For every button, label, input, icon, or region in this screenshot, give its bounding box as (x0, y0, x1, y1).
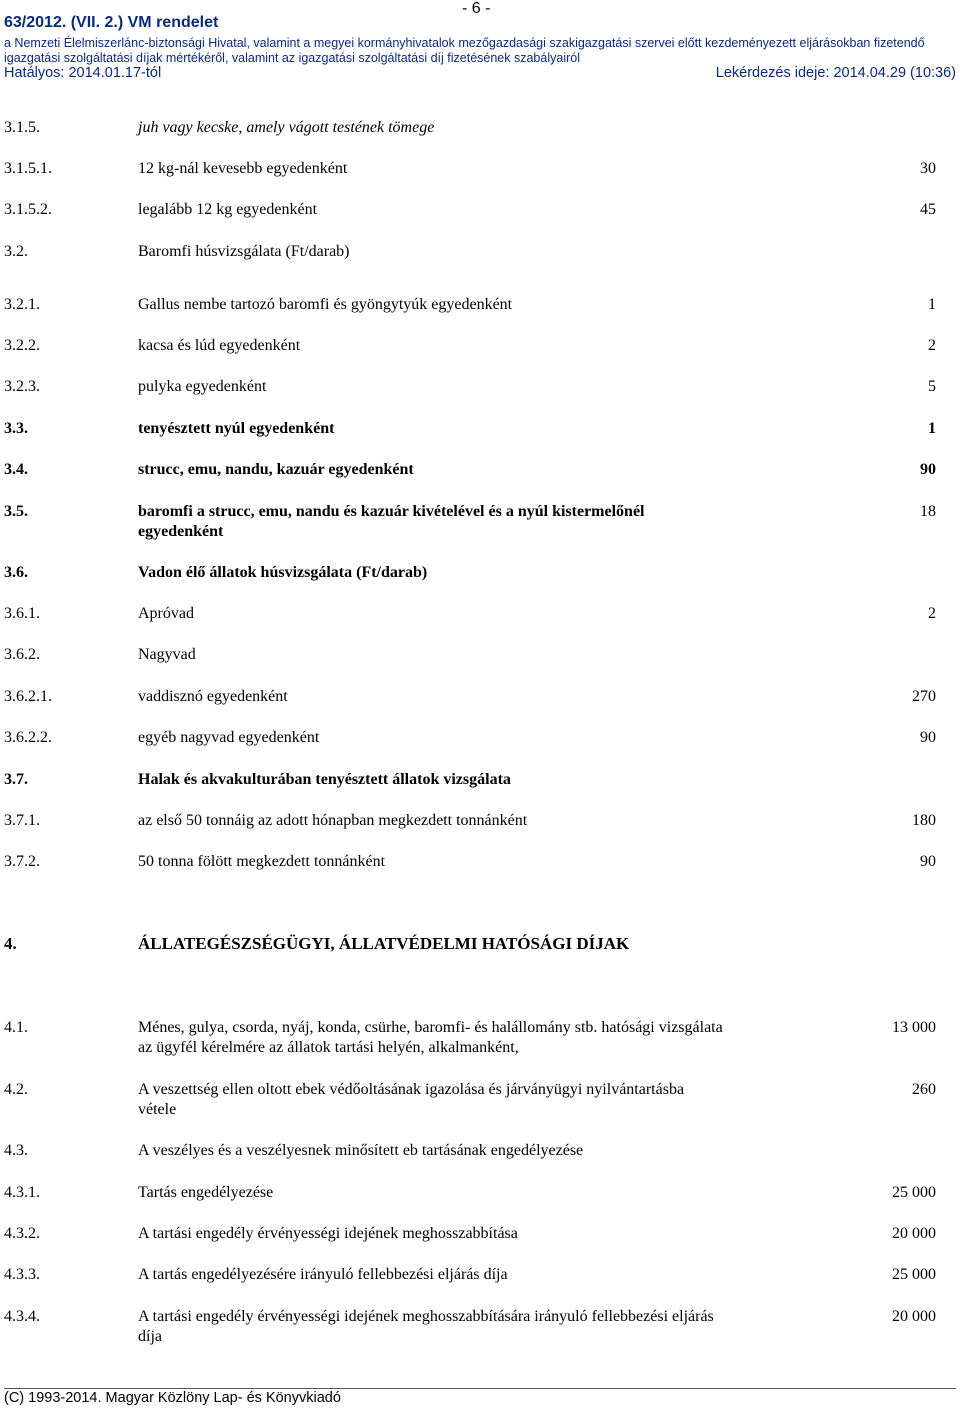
row-value: 18 (920, 503, 936, 520)
row-text: vaddisznó egyedenként (138, 688, 288, 705)
row-number: 3.6.1. (4, 605, 40, 622)
document-title: 63/2012. (VII. 2.) VM rendelet (4, 14, 219, 31)
row-number: 3.5. (4, 503, 28, 520)
row-value: 13 000 (892, 1019, 936, 1036)
row-text-line: díja (138, 1328, 162, 1345)
row-value: 180 (912, 812, 936, 829)
row-number: 3.7.2. (4, 853, 40, 870)
fee-row (0, 502, 960, 546)
row-number: 3.2.3. (4, 378, 40, 395)
fee-row (0, 1080, 960, 1124)
row-text-line: baromfi a strucc, emu, nandu és kazuár kivételével és a nyúl kistermelőnél (138, 503, 645, 520)
row-number: 3.2.1. (4, 296, 40, 313)
row-text: A veszélyes és a veszélyesnek minősített eb tartásának engedélyezése (138, 1142, 584, 1159)
footer-copyright: (C) 1993-2014. Magyar Közlöny Lap- és Könyvkiadó (4, 1390, 341, 1406)
row-value: 1 (928, 296, 936, 313)
row-value: 270 (912, 688, 936, 705)
row-text: Vadon élő állatok húsvizsgálata (Ft/darab) (138, 564, 428, 581)
row-text: 50 tonna fölött megkezdett tonnánként (138, 853, 386, 870)
row-text: A tartási engedély érvényességi idejének meghosszabbítása (138, 1225, 518, 1242)
row-number: 4.3.1. (4, 1184, 40, 1201)
row-value: 260 (912, 1081, 936, 1098)
row-number: 4.3.4. (4, 1308, 40, 1325)
row-number: 3.3. (4, 420, 28, 437)
row-text: A tartás engedélyezésére irányuló fellebbezési eljárás díja (138, 1266, 508, 1283)
row-number: 3.1.5.1. (4, 160, 52, 177)
row-text: az első 50 tonnáig az adott hónapban megkezdett tonnánként (138, 812, 528, 829)
document-subtitle-line1: a Nemzeti Élelmiszerlánc-biztonsági Hivatal, valamint a megyei kormányhivatalok mezőgazdasági szakigazgatási szervei előtt kezdeményezett eljárásokban fizetendő (4, 36, 925, 50)
row-text: legalább 12 kg egyedenként (138, 201, 318, 218)
row-text: Gallus nembe tartozó baromfi és gyöngytyúk egyedenként (138, 296, 513, 313)
row-text: Baromfi húsvizsgálata (Ft/darab) (138, 243, 350, 260)
section-number: 4. (4, 934, 17, 953)
page-number: - 6 - (462, 0, 491, 17)
row-value: 2 (928, 337, 936, 354)
row-text-line: az ügyfél kérelmére az állatok tartási helyén, alkalmanként, (138, 1039, 519, 1056)
row-number: 3.6.2.1. (4, 688, 52, 705)
row-number: 3.1.5.2. (4, 201, 52, 218)
document-subtitle-line2: igazgatási szolgáltatási díjak mértékéről, valamint az igazgatási szolgáltatási díj fizetésének szabályairól (4, 51, 580, 65)
row-value: 45 (920, 201, 936, 218)
row-value: 25 000 (892, 1184, 936, 1201)
row-value: 90 (920, 729, 936, 746)
row-text (138, 1307, 838, 1347)
row-number: 3.7. (4, 771, 28, 788)
row-number: 3.6.2.2. (4, 729, 52, 746)
row-text-line: A tartási engedély érvényességi idejének meghosszabbítására irányuló fellebbezési eljárás (138, 1308, 714, 1325)
row-text (138, 502, 798, 542)
row-number: 3.2.2. (4, 337, 40, 354)
row-number: 3.2. (4, 243, 28, 260)
row-text: juh vagy kecske, amely vágott testének tömege (138, 119, 435, 136)
row-text: Tartás engedélyezése (138, 1184, 274, 1201)
footer-divider (4, 1388, 956, 1389)
fee-row (0, 1307, 960, 1351)
row-text-line: A veszettség ellen oltott ebek védőoltásának igazolása és járványügyi nyilvántartásba (138, 1081, 685, 1098)
section-title: ÁLLATEGÉSZSÉGÜGYI, ÁLLATVÉDELMI HATÓSÁGI DÍJAK (138, 934, 630, 953)
row-text: egyéb nagyvad egyedenként (138, 729, 320, 746)
row-text (138, 1018, 838, 1058)
row-number: 3.1.5. (4, 119, 40, 136)
row-number: 4.2. (4, 1081, 28, 1098)
row-text: kacsa és lúd egyedenként (138, 337, 301, 354)
row-value: 20 000 (892, 1308, 936, 1325)
row-text-line: Ménes, gulya, csorda, nyáj, konda, csürhe, baromfi- és halállomány stb. hatósági vizsgálata (138, 1019, 723, 1036)
row-text: Nagyvad (138, 646, 196, 663)
row-number: 3.7.1. (4, 812, 40, 829)
row-number: 4.3.3. (4, 1266, 40, 1283)
row-value: 90 (920, 853, 936, 870)
row-number: 3.6. (4, 564, 28, 581)
row-value: 2 (928, 605, 936, 622)
row-number: 4.1. (4, 1019, 28, 1036)
row-text: tenyésztett nyúl egyedenként (138, 420, 335, 437)
row-text: Apróvad (138, 605, 194, 622)
row-value: 1 (928, 420, 936, 437)
row-value: 30 (920, 160, 936, 177)
row-number: 3.4. (4, 461, 28, 478)
row-value: 25 000 (892, 1266, 936, 1283)
row-number: 4.3.2. (4, 1225, 40, 1242)
row-text-line: vétele (138, 1101, 177, 1118)
fee-row (0, 1018, 960, 1062)
row-text: pulyka egyedenként (138, 378, 267, 395)
row-text (138, 1080, 838, 1120)
row-text: Halak és akvakulturában tenyésztett állatok vizsgálata (138, 771, 511, 788)
row-number: 4.3. (4, 1142, 28, 1159)
row-value: 5 (928, 378, 936, 395)
effective-date: Hatályos: 2014.01.17-tól (4, 65, 162, 81)
row-number: 3.6.2. (4, 646, 40, 663)
row-value: 20 000 (892, 1225, 936, 1242)
query-time: Lekérdezés ideje: 2014.04.29 (10:36) (715, 65, 956, 81)
row-value: 90 (920, 461, 936, 478)
row-text-line: egyedenként (138, 523, 224, 540)
row-text: strucc, emu, nandu, kazuár egyedenként (138, 461, 414, 478)
row-text: 12 kg-nál kevesebb egyedenként (138, 160, 348, 177)
